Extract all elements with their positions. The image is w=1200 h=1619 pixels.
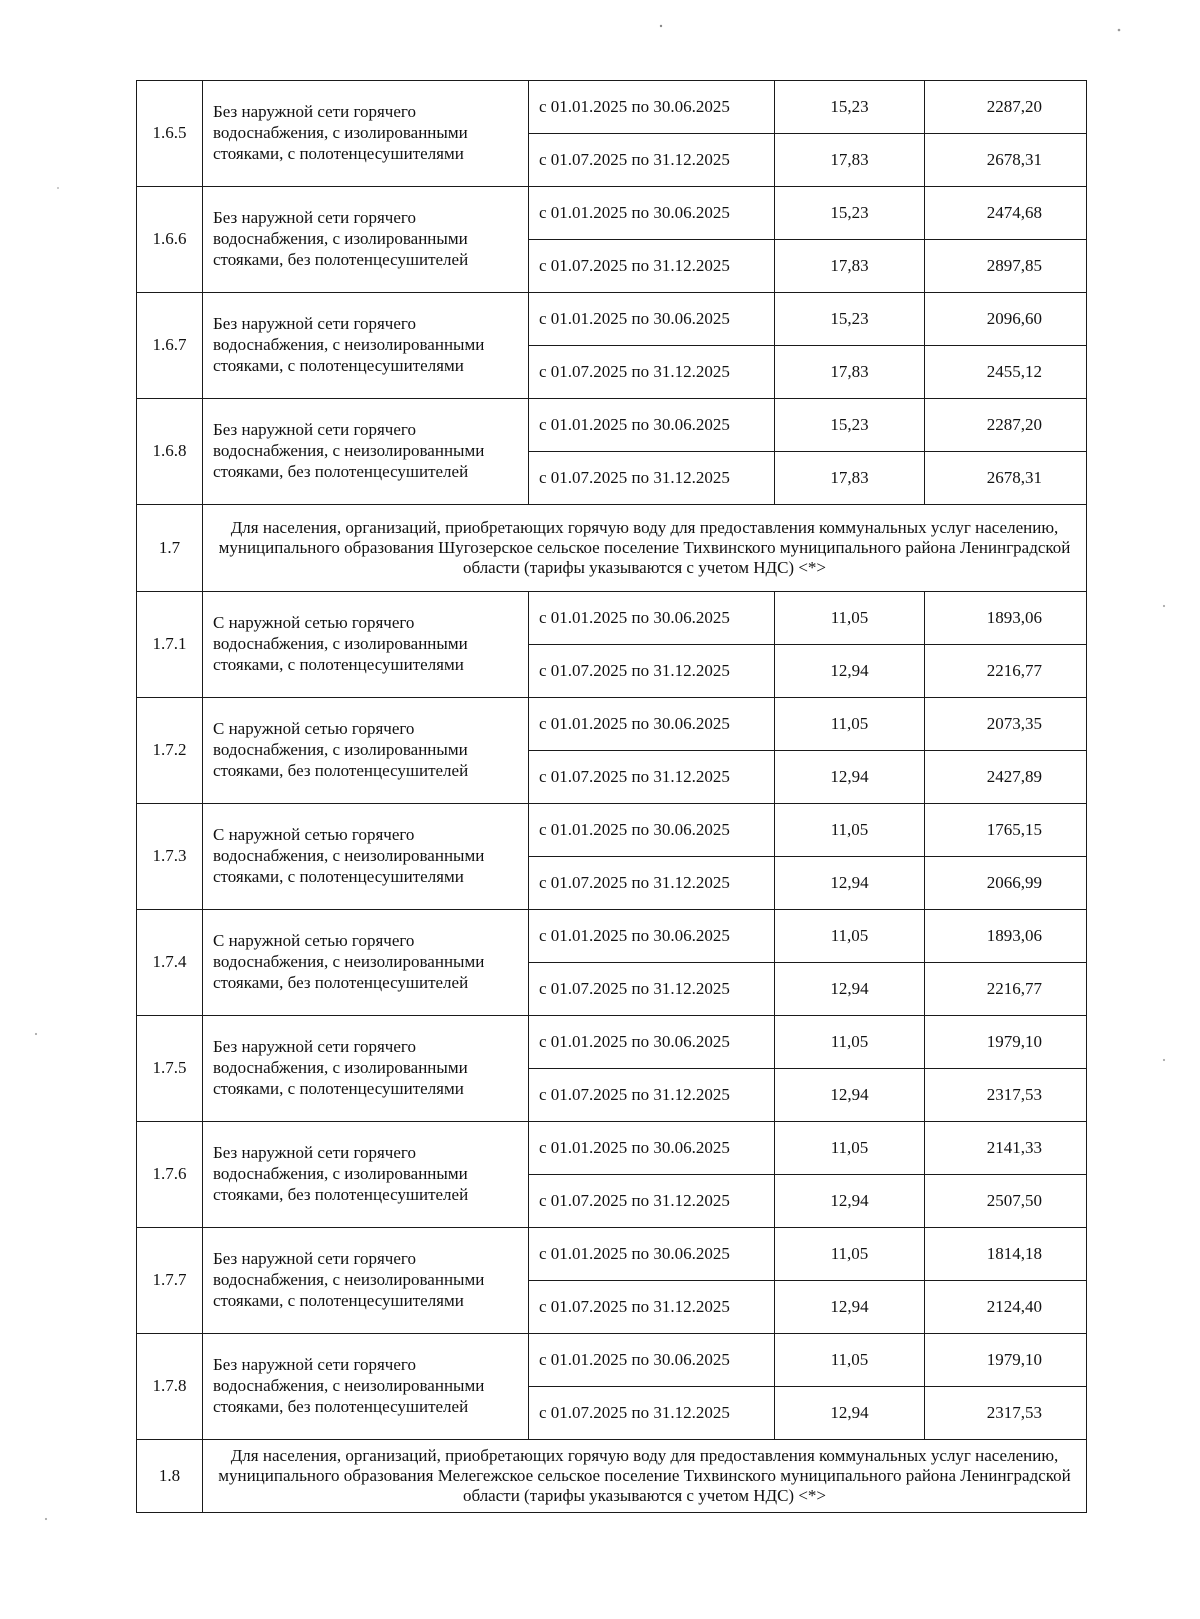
period-cell: с 01.07.2025 по 31.12.2025 [529,1175,775,1228]
tariff-cell: 1814,18 [925,1228,1087,1281]
tariff-cell: 2287,20 [925,399,1087,452]
rate-cell: 15,23 [775,293,925,346]
period-cell: с 01.07.2025 по 31.12.2025 [529,240,775,293]
tariff-cell: 1893,06 [925,592,1087,645]
item-description: С наружной сетью горячего водоснабжения, с неизолированными стояками, без полотенцесушителей [203,910,529,1016]
item-number: 1.7.6 [137,1122,203,1228]
tariff-row [137,399,1087,452]
rate-cell: 12,94 [775,751,925,804]
item-number: 1.7.5 [137,1016,203,1122]
section-row [137,505,1087,592]
scan-speck [1163,605,1165,607]
tariff-cell: 2507,50 [925,1175,1087,1228]
scan-speck [35,1033,37,1035]
tariff-cell: 2096,60 [925,293,1087,346]
tariff-row [137,187,1087,240]
period-cell: с 01.01.2025 по 30.06.2025 [529,399,775,452]
item-number: 1.6.6 [137,187,203,293]
period-cell: с 01.07.2025 по 31.12.2025 [529,1387,775,1440]
tariff-cell: 2216,77 [925,963,1087,1016]
period-cell: с 01.01.2025 по 30.06.2025 [529,187,775,240]
rate-cell: 11,05 [775,1228,925,1281]
rate-cell: 12,94 [775,963,925,1016]
item-description: С наружной сетью горячего водоснабжения, с неизолированными стояками, с полотенцесушителями [203,804,529,910]
item-description: Без наружной сети горячего водоснабжения, с неизолированными стояками, с полотенцесушителями [203,293,529,399]
tariff-cell: 2474,68 [925,187,1087,240]
rate-cell: 11,05 [775,1016,925,1069]
period-cell: с 01.07.2025 по 31.12.2025 [529,751,775,804]
section-number: 1.8 [137,1440,203,1513]
rate-cell: 11,05 [775,804,925,857]
item-description: Без наружной сети горячего водоснабжения, с изолированными стояками, без полотенцесушителей [203,187,529,293]
item-description: Без наружной сети горячего водоснабжения, с неизолированными стояками, с полотенцесушителями [203,1228,529,1334]
tariff-cell: 2678,31 [925,452,1087,505]
item-number: 1.7.4 [137,910,203,1016]
rate-cell: 17,83 [775,240,925,293]
tariff-cell: 1765,15 [925,804,1087,857]
section-text: Для населения, организаций, приобретающих горячую воду для предоставления коммунальных услуг населению, муниципального образования Мелегежское сельское поселение Тихвинского муниципального района Ленинградской области (тарифы указываются с учетом НДС) <*> [203,1440,1087,1513]
rate-cell: 11,05 [775,698,925,751]
item-description: С наружной сетью горячего водоснабжения, с изолированными стояками, с полотенцесушителями [203,592,529,698]
rate-cell: 11,05 [775,1334,925,1387]
rate-cell: 12,94 [775,1069,925,1122]
scan-speck [45,1518,47,1520]
tariff-cell: 2678,31 [925,134,1087,187]
section-text: Для населения, организаций, приобретающих горячую воду для предоставления коммунальных услуг населению, муниципального образования Шугозерское сельское поселение Тихвинского муниципального района Ленинградской области (тарифы указываются с учетом НДС) <*> [203,505,1087,592]
period-cell: с 01.07.2025 по 31.12.2025 [529,1281,775,1334]
item-number: 1.6.7 [137,293,203,399]
period-cell: с 01.01.2025 по 30.06.2025 [529,804,775,857]
tariff-cell: 1979,10 [925,1334,1087,1387]
rate-cell: 12,94 [775,857,925,910]
period-cell: с 01.01.2025 по 30.06.2025 [529,1016,775,1069]
period-cell: с 01.01.2025 по 30.06.2025 [529,81,775,134]
item-description: Без наружной сети горячего водоснабжения, с неизолированными стояками, без полотенцесушителей [203,1334,529,1440]
tariff-cell: 1979,10 [925,1016,1087,1069]
tariff-cell: 2455,12 [925,346,1087,399]
scan-speck [1163,1059,1165,1061]
period-cell: с 01.07.2025 по 31.12.2025 [529,857,775,910]
section-number: 1.7 [137,505,203,592]
item-description: Без наружной сети горячего водоснабжения, с изолированными стояками, без полотенцесушителей [203,1122,529,1228]
tariff-cell: 1893,06 [925,910,1087,963]
rate-cell: 17,83 [775,346,925,399]
tariff-row [137,1016,1087,1069]
tariff-row [137,81,1087,134]
period-cell: с 01.01.2025 по 30.06.2025 [529,1228,775,1281]
tariff-table-body [137,81,1087,1513]
item-number: 1.7.2 [137,698,203,804]
rate-cell: 12,94 [775,645,925,698]
item-number: 1.7.3 [137,804,203,910]
rate-cell: 12,94 [775,1387,925,1440]
rate-cell: 11,05 [775,592,925,645]
period-cell: с 01.07.2025 по 31.12.2025 [529,645,775,698]
tariff-cell: 2427,89 [925,751,1087,804]
rate-cell: 11,05 [775,910,925,963]
tariff-row [137,293,1087,346]
scan-speck [57,187,59,189]
item-description: С наружной сетью горячего водоснабжения, с изолированными стояками, без полотенцесушителей [203,698,529,804]
section-row [137,1440,1087,1513]
scan-speck [1118,29,1121,32]
tariff-cell: 2287,20 [925,81,1087,134]
tariff-row [137,910,1087,963]
rate-cell: 15,23 [775,81,925,134]
rate-cell: 15,23 [775,187,925,240]
item-number: 1.6.8 [137,399,203,505]
item-description: Без наружной сети горячего водоснабжения, с изолированными стояками, с полотенцесушителями [203,1016,529,1122]
period-cell: с 01.01.2025 по 30.06.2025 [529,592,775,645]
item-number: 1.6.5 [137,81,203,187]
item-description: Без наружной сети горячего водоснабжения, с изолированными стояками, с полотенцесушителями [203,81,529,187]
period-cell: с 01.01.2025 по 30.06.2025 [529,698,775,751]
tariff-cell: 2317,53 [925,1387,1087,1440]
tariff-row [137,1334,1087,1387]
period-cell: с 01.01.2025 по 30.06.2025 [529,1122,775,1175]
tariff-cell: 2066,99 [925,857,1087,910]
rate-cell: 11,05 [775,1122,925,1175]
tariff-row [137,698,1087,751]
tariff-row [137,804,1087,857]
tariff-cell: 2073,35 [925,698,1087,751]
tariff-cell: 2897,85 [925,240,1087,293]
tariff-cell: 2216,77 [925,645,1087,698]
period-cell: с 01.07.2025 по 31.12.2025 [529,134,775,187]
tariff-cell: 2141,33 [925,1122,1087,1175]
item-number: 1.7.8 [137,1334,203,1440]
period-cell: с 01.07.2025 по 31.12.2025 [529,963,775,1016]
tariff-row [137,1122,1087,1175]
tariff-cell: 2317,53 [925,1069,1087,1122]
rate-cell: 12,94 [775,1281,925,1334]
period-cell: с 01.01.2025 по 30.06.2025 [529,910,775,963]
tariff-cell: 2124,40 [925,1281,1087,1334]
rate-cell: 15,23 [775,399,925,452]
period-cell: с 01.07.2025 по 31.12.2025 [529,452,775,505]
rate-cell: 12,94 [775,1175,925,1228]
tariff-row [137,1228,1087,1281]
item-number: 1.7.1 [137,592,203,698]
period-cell: с 01.07.2025 по 31.12.2025 [529,346,775,399]
item-description: Без наружной сети горячего водоснабжения, с неизолированными стояками, без полотенцесушителей [203,399,529,505]
rate-cell: 17,83 [775,452,925,505]
scan-speck [660,25,662,27]
tariff-table [136,80,1087,1513]
rate-cell: 17,83 [775,134,925,187]
period-cell: с 01.01.2025 по 30.06.2025 [529,1334,775,1387]
tariff-row [137,592,1087,645]
item-number: 1.7.7 [137,1228,203,1334]
period-cell: с 01.07.2025 по 31.12.2025 [529,1069,775,1122]
period-cell: с 01.01.2025 по 30.06.2025 [529,293,775,346]
